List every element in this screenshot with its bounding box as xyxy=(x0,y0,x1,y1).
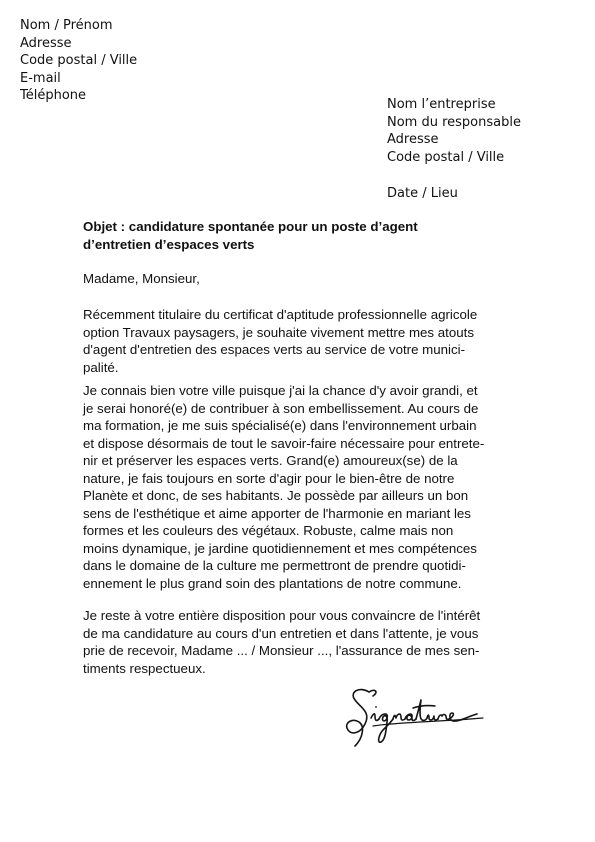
paragraph-line: nir et préserver les espaces verts. Grand(e) amoureux(se) de la xyxy=(83,453,458,468)
date-place-text: Date / Lieu xyxy=(387,186,458,201)
paragraph-line: sens de l'esthétique et aime apporter de l'harmonie en mariant les xyxy=(83,505,471,521)
recipient-manager: Nom du responsable xyxy=(387,114,521,130)
subject-line xyxy=(83,218,503,253)
recipient-company: Nom l’entreprise xyxy=(387,97,496,112)
handwritten-signature xyxy=(345,678,490,750)
date-place xyxy=(387,185,458,203)
paragraph-line: option Travaux paysagers, je souhaite vivement mettre mes atouts xyxy=(83,324,474,340)
salutation-text: Madame, Monsieur, xyxy=(83,271,200,286)
paragraph-line: prie de recevoir, Madame ... / Monsieur ..., l'assurance de mes sen- xyxy=(83,643,480,658)
paragraph-line: Je reste à votre entière disposition pour vous convaincre de l'intérêt xyxy=(83,608,481,623)
paragraph-intro xyxy=(83,306,477,376)
paragraph-line: ma formation, je me suis spécialisé(e) dans l'environnement urbain xyxy=(83,418,477,433)
paragraph-line: de ma candidature au cours d'un entretien et dans l'attente, je vous xyxy=(83,625,479,641)
sender-name: Nom / Prénom xyxy=(20,18,113,33)
paragraph-closing xyxy=(83,607,480,677)
recipient-block xyxy=(387,96,521,166)
salutation xyxy=(83,270,200,288)
paragraph-line: Je connais bien votre ville puisque j'ai la chance d'y avoir grandi, et xyxy=(83,383,478,398)
paragraph-line: Récemment titulaire du certificat d'aptitude professionnelle agricole xyxy=(83,307,478,322)
paragraph-line: ennement le plus grand soin des plantations de notre commune. xyxy=(83,575,462,591)
sender-postcode-city: Code postal / Ville xyxy=(20,53,138,68)
sender-address: Adresse xyxy=(20,35,72,51)
paragraph-motivation xyxy=(83,382,484,592)
paragraph-line: moins dynamique, je jardine quotidiennement et mes compétences xyxy=(83,540,477,556)
paragraph-line: timents respectueux. xyxy=(83,660,206,676)
recipient-address: Adresse xyxy=(387,132,439,147)
paragraph-line: Planète et donc, de ses habitants. Je possède par ailleurs un bon xyxy=(83,488,469,503)
sender-block xyxy=(20,17,137,105)
subject-line-2: d’entretien d’espaces verts xyxy=(83,236,255,252)
paragraph-line: et dispose désormais de tout le savoir-faire nécessaire pour entrete- xyxy=(83,435,485,451)
subject-line-1: Objet : candidature spontanée pour un poste d’agent xyxy=(83,219,418,234)
recipient-postcode-city: Code postal / Ville xyxy=(387,149,505,165)
paragraph-line: formes et les couleurs des végétaux. Robuste, calme mais non xyxy=(83,523,454,538)
paragraph-line: dans le domaine de la culture me permettront de prendre quotidi- xyxy=(83,558,466,573)
paragraph-line: je serai honoré(e) de contribuer à son embellissement. Au cours de xyxy=(83,400,479,416)
sender-phone: Téléphone xyxy=(20,88,87,103)
paragraph-line: palité. xyxy=(83,359,119,375)
paragraph-line: nature, je fais toujours en sorte d'agir pour le bien-être de notre xyxy=(83,470,455,486)
paragraph-line: d'agent d'entretien des espaces verts au service de votre munici- xyxy=(83,342,466,357)
sender-email: E-mail xyxy=(20,70,61,86)
